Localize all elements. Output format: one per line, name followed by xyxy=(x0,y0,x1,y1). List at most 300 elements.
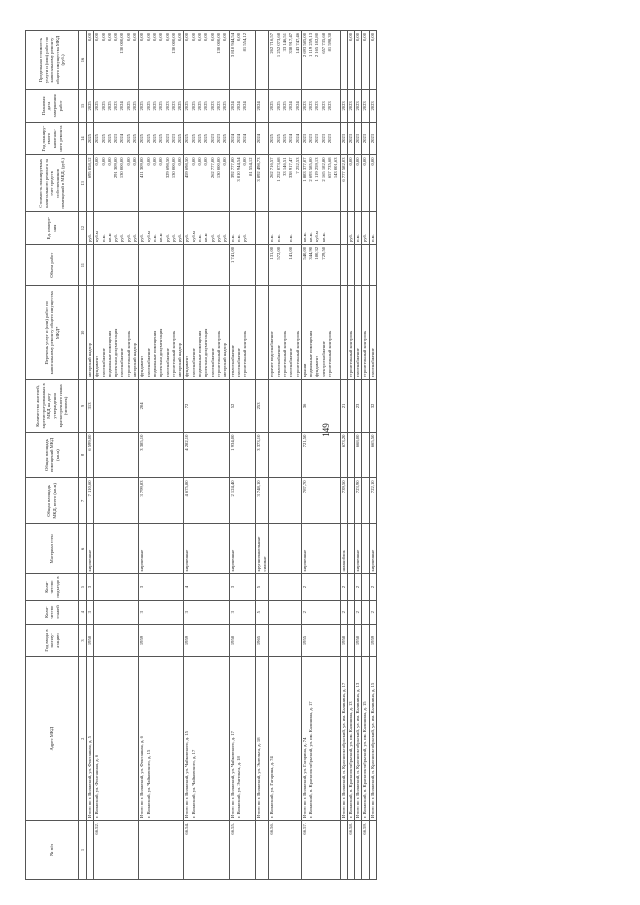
work-unit-line: руб. xyxy=(139,233,145,242)
work-item-line: фундамент xyxy=(94,355,100,378)
plan-year-line: 2024 xyxy=(119,134,125,144)
work-unit-line: руб. xyxy=(87,233,92,242)
limit-cost-line: 81 598,38 xyxy=(326,33,332,52)
premises-area: 3 385,10 xyxy=(139,432,184,478)
work-volume-line xyxy=(355,247,361,283)
residents-count: 21 xyxy=(340,380,347,432)
work-item-line: проектная документация xyxy=(113,328,119,378)
work-item-line: строительный контроль xyxy=(326,330,332,378)
limit-cost-line: 0,00 xyxy=(145,33,151,42)
end-year-line: 2023 xyxy=(301,101,307,111)
entrances-count xyxy=(362,574,369,600)
plan-year-line: 2023 xyxy=(209,134,215,144)
work-item-line: строительный контроль xyxy=(294,330,300,378)
plan-year xyxy=(184,122,229,155)
work-cost-line: 695 058,12 xyxy=(87,157,92,179)
residents-count xyxy=(94,380,139,432)
work-unit-line: руб. xyxy=(132,233,138,242)
address-cell xyxy=(369,657,376,821)
column-number: 12 xyxy=(79,212,87,245)
address-cell xyxy=(340,657,347,821)
end-year-line: 2023 xyxy=(164,101,170,111)
work-item-line: фундамент xyxy=(314,355,320,378)
work-volume xyxy=(139,244,184,285)
table-body xyxy=(87,31,377,880)
table-row xyxy=(369,31,376,880)
plan-year-line: 2023 xyxy=(326,134,332,144)
end-year-line: 2023 xyxy=(347,101,353,111)
work-cost xyxy=(340,155,347,212)
work-cost-line: 81 554,12 xyxy=(248,157,254,176)
limit-cost xyxy=(87,31,94,90)
wall-material xyxy=(269,524,301,574)
work-item-line: подвальные помещения xyxy=(106,330,112,378)
limit-cost-line: 338 917,47 xyxy=(288,33,294,54)
end-year xyxy=(139,90,184,123)
plan-year-line: 2025 xyxy=(190,134,196,144)
work-cost-line: 0,00 xyxy=(158,157,164,166)
table-row xyxy=(269,31,301,880)
limit-cost-line: 0,00 xyxy=(209,33,215,42)
residents-count xyxy=(269,380,301,432)
work-unit-line: руб. xyxy=(113,233,119,242)
work-item-line: авторский надзор xyxy=(132,343,138,378)
end-year xyxy=(362,90,369,123)
wall-material xyxy=(347,524,354,574)
address-cell xyxy=(269,657,301,821)
work-item-line: электроснабжение xyxy=(320,341,326,378)
work-cost-line: 130 000,00 xyxy=(215,157,221,179)
floors-count xyxy=(94,600,139,624)
entrances-count: 2 xyxy=(355,574,362,600)
address-cell xyxy=(347,657,354,821)
plan-year-line: 2025 xyxy=(139,134,145,144)
floors-count: 3 xyxy=(184,600,229,624)
wall-material: шлакоблок xyxy=(340,524,347,574)
entrances-count: 2 xyxy=(301,574,340,600)
work-cost-line: 33 146,51 xyxy=(281,157,287,176)
plan-year-line: 2025 xyxy=(275,134,281,144)
limit-cost xyxy=(94,31,139,90)
work-cost xyxy=(301,155,340,212)
plan-year-line: 2024 xyxy=(229,134,235,144)
work-cost-line: 0,00 xyxy=(132,157,138,166)
end-year xyxy=(87,90,94,123)
residents-count: 36 xyxy=(301,380,340,432)
limit-cost-line: 0,00 xyxy=(184,33,190,42)
plan-year-line: 2023 xyxy=(369,134,375,144)
total-area xyxy=(269,478,301,524)
entrances-count: 5 xyxy=(255,574,269,600)
work-cost-line: 1 883 377,07 xyxy=(301,157,307,182)
limit-cost xyxy=(347,31,354,90)
plan-year-line: 2025 xyxy=(158,134,164,144)
entrances-count xyxy=(347,574,354,600)
work-item-line: строительный контроль xyxy=(281,330,287,378)
work-volume xyxy=(362,244,369,285)
residents-count xyxy=(362,380,369,432)
work-volume-line xyxy=(341,247,347,283)
limit-cost xyxy=(139,31,184,90)
work-item-line: теплоснабжение xyxy=(229,345,235,378)
address-line: г. Волжский, ул. Энгельса, д. 18 xyxy=(235,756,241,819)
year-built: 1959 xyxy=(369,624,376,657)
work-item-line xyxy=(341,288,347,377)
plan-year-line: 2025 xyxy=(94,134,100,144)
column-number-row xyxy=(79,31,87,880)
limit-cost-line: 0,00 xyxy=(158,33,164,42)
work-cost-line: 0,00 xyxy=(151,157,157,166)
work-unit xyxy=(255,212,269,245)
work-unit xyxy=(301,212,340,245)
limit-cost xyxy=(255,31,269,90)
work-unit xyxy=(362,212,369,245)
end-year-line: 2024 xyxy=(235,101,241,111)
plan-year-line: 2025 xyxy=(197,134,203,144)
end-year-line: 2025 xyxy=(87,101,92,111)
floors-count: 2 xyxy=(355,600,362,624)
work-unit-line: п.м. xyxy=(355,234,361,242)
work-item-line: строительный контроль xyxy=(362,330,368,378)
work-unit xyxy=(184,212,229,245)
row-number: 66.58. xyxy=(347,821,354,880)
plan-year-line: 2025 xyxy=(184,134,190,144)
work-cost-line: 411 309,00 xyxy=(139,157,145,178)
work-item xyxy=(94,286,139,380)
total-area: 722,10 xyxy=(369,478,376,524)
work-cost-line: 130 000,00 xyxy=(170,157,176,179)
capital-repair-table xyxy=(25,30,377,880)
year-built: 1958 xyxy=(355,624,362,657)
table-row xyxy=(347,31,354,880)
address-line: г. Волжский, п. Краснооктябрьский, ул. им. Калинина, д. 13 xyxy=(347,701,353,819)
work-unit-line: руб. xyxy=(164,233,170,242)
work-unit-line: кв.м. xyxy=(320,232,326,242)
work-unit-line: кв.м xyxy=(203,233,209,242)
plan-year-line: 2025 xyxy=(269,134,275,144)
plan-year-line: 2023 xyxy=(113,134,119,144)
premises-area xyxy=(362,432,369,478)
work-cost-line: 1 252 073,68 xyxy=(275,157,281,182)
end-year-line: 2025 xyxy=(151,101,157,111)
year-built: 1958 xyxy=(87,624,94,657)
column-number: 8 xyxy=(79,432,87,478)
work-unit-line: руб. xyxy=(362,233,368,242)
work-cost xyxy=(139,155,184,212)
work-volume-line xyxy=(362,247,368,283)
work-cost xyxy=(369,155,376,212)
table-row xyxy=(87,31,94,880)
column-number: 15 xyxy=(79,90,87,123)
column-header: Плановая дата завершения работ xyxy=(26,90,79,123)
plan-year-line: 2023 xyxy=(170,134,176,144)
column-header: Год ввода в эксплу-атацию xyxy=(26,624,79,657)
end-year-line: 2023 xyxy=(326,101,332,111)
work-volume-line xyxy=(222,247,228,283)
entrances-count xyxy=(94,574,139,600)
limit-cost-line: 0,00 xyxy=(94,33,100,42)
plan-year-line: 2023 xyxy=(215,134,221,144)
work-unit-line: руб. xyxy=(242,233,248,242)
work-volume-line xyxy=(242,247,248,283)
residents-count: 23 xyxy=(355,380,362,432)
end-year xyxy=(184,90,229,123)
plan-year-line: 2025 xyxy=(106,134,112,144)
work-unit-line: кв.м xyxy=(106,233,112,242)
work-item-line: фундамент xyxy=(184,355,190,378)
column-header: Год планиру-емого капиталь-ного ремонта xyxy=(26,122,79,155)
work-cost-line: 130 000,00 xyxy=(119,157,125,179)
work-item xyxy=(184,286,229,380)
end-year-line: 2023 xyxy=(113,101,119,111)
address-line: г. Волжский, п. Краснооктябрьский, ул. им. Калинина, д. 15 xyxy=(362,701,368,819)
end-year-line: 2025 xyxy=(197,101,203,111)
plan-year-line: 2025 xyxy=(145,134,151,144)
work-cost-line: 338 917,47 xyxy=(288,157,294,179)
floors-count: 3 xyxy=(229,600,255,624)
premises-area xyxy=(347,432,354,478)
wall-material: кирпичные xyxy=(229,524,255,574)
limit-cost-line: 1 252 073,68 xyxy=(275,33,281,58)
limit-cost-line xyxy=(256,33,262,87)
limit-cost-line: 0,00 xyxy=(222,33,228,42)
year-built xyxy=(362,624,369,657)
floors-count: 2 xyxy=(369,600,376,624)
plan-year xyxy=(87,122,94,155)
work-item xyxy=(301,286,340,380)
limit-cost xyxy=(340,31,347,90)
work-unit-line: п.м. xyxy=(229,234,235,242)
work-unit-line: п.м. xyxy=(151,234,157,242)
address-line: Итого по г. Волжский, ул. Чайковского, д. 15 xyxy=(184,731,190,819)
entrances-count: 2 xyxy=(369,574,376,600)
floors-count xyxy=(269,600,301,624)
end-year-line: 2025 xyxy=(145,101,151,111)
work-cost-line: 2 165 182,80 xyxy=(320,157,326,182)
wall-material: крупнопанельные силикат xyxy=(255,524,269,574)
work-unit xyxy=(139,212,184,245)
premises-area: 3 373,10 xyxy=(255,432,269,478)
plan-year-line: 2025 xyxy=(87,134,92,144)
residents-count: 253 xyxy=(255,380,269,432)
work-cost xyxy=(362,155,369,212)
entrances-count: 3 xyxy=(139,574,184,600)
work-item-line: горячее водоснабжение xyxy=(269,331,275,378)
work-cost-line: 3 810 944,54 xyxy=(235,157,241,182)
floors-count: 5 xyxy=(255,600,269,624)
end-year-line: 2025 xyxy=(125,101,131,111)
plan-year xyxy=(269,122,301,155)
work-cost-line: 459 698,50 xyxy=(184,157,190,179)
work-unit-line: п.м. xyxy=(235,234,241,242)
address-cell xyxy=(362,657,369,821)
work-unit-line xyxy=(295,214,301,242)
work-item xyxy=(229,286,255,380)
plan-year-line: 2025 xyxy=(177,134,183,144)
end-year-line: 2025 xyxy=(184,101,190,111)
column-number: 7 xyxy=(79,478,87,524)
end-year-line: 2025 xyxy=(222,101,228,111)
address-line: Итого по г. Волжский, ул. Фонтанная, д. 5 xyxy=(87,736,92,819)
limit-cost-line: 0,00 xyxy=(125,33,131,42)
limit-cost-line: 2 165 182,80 xyxy=(314,33,320,58)
row-number xyxy=(355,821,362,880)
row-number: 66.56. xyxy=(269,821,301,880)
limit-cost-line: 130 000,00 xyxy=(119,33,125,54)
plan-year xyxy=(94,122,139,155)
work-unit-line: п.м. xyxy=(369,234,375,242)
column-number: 3 xyxy=(79,624,87,657)
end-year xyxy=(347,90,354,123)
limit-cost xyxy=(301,31,340,90)
work-item-line: подвальные помещения xyxy=(308,330,314,378)
page-number: 149 xyxy=(320,423,331,437)
end-year-line: 2024 xyxy=(119,101,125,111)
address-line: Итого по г. Волжский, ул. Чайковского, д. 17 xyxy=(229,731,235,819)
work-unit-line: кв.м xyxy=(158,233,164,242)
column-header: Общая площадь МКД, всего (кв.м) xyxy=(26,478,79,524)
work-cost-line: 3 892 498,73 xyxy=(255,157,261,182)
work-volume-line: 131,00 xyxy=(269,246,275,260)
address-line: Итого по г. Волжский, ул. Энгельса, д. 18 xyxy=(255,737,261,819)
address-line: Итого по г. Волжский, п. Краснооктябрьский, ул. им. Калинина, д. 17 xyxy=(340,682,346,819)
wall-material: кирпичные xyxy=(355,524,362,574)
work-item-line: авторский надзор xyxy=(87,343,92,378)
address-cell xyxy=(255,657,269,821)
plan-year-line: 2023 xyxy=(320,134,326,144)
work-cost-line: 262 777,00 xyxy=(209,157,215,179)
entrances-count: 3 xyxy=(87,574,94,600)
work-volume-line xyxy=(177,247,183,283)
wall-material xyxy=(362,524,369,574)
address-cell xyxy=(87,657,94,821)
plan-year-line: 2023 xyxy=(347,134,353,144)
floors-count xyxy=(362,600,369,624)
end-year xyxy=(340,90,347,123)
limit-cost-line: 0,00 xyxy=(87,33,92,42)
premises-area: 673,20 xyxy=(340,432,347,478)
work-unit-line: руб. xyxy=(119,233,125,242)
work-item xyxy=(255,286,269,380)
column-header: Объем работ xyxy=(26,244,79,285)
plan-year-line: 2023 xyxy=(301,134,307,144)
work-item-line: строительный контроль xyxy=(215,330,221,378)
plan-year-line: 2024 xyxy=(235,134,241,144)
entrances-count: 2 xyxy=(340,574,347,600)
work-item-line: газоснабжение xyxy=(190,348,196,378)
total-area xyxy=(347,478,354,524)
work-item-line: газоснабжение xyxy=(119,348,125,378)
work-unit-line xyxy=(256,214,262,242)
work-cost-line: 291 309,00 xyxy=(113,157,119,179)
work-item-line: газоснабжение xyxy=(209,348,215,378)
total-area: 723,90 xyxy=(355,478,362,524)
floors-count: 2 xyxy=(301,600,340,624)
work-volume xyxy=(355,244,362,285)
work-unit-line: п.м. xyxy=(197,234,203,242)
work-volume xyxy=(255,244,269,285)
work-item-line: фундамент xyxy=(139,355,145,378)
end-year-line: 2023 xyxy=(314,101,320,111)
limit-cost-line: 262 716,57 xyxy=(269,33,275,54)
work-unit xyxy=(369,212,376,245)
end-year xyxy=(94,90,139,123)
table-row xyxy=(355,31,362,880)
work-volume-line xyxy=(370,247,376,283)
total-area xyxy=(94,478,139,524)
limit-cost-line: 0,00 xyxy=(362,33,368,42)
address-line: г. Волжский, ул. Чайковского, д. 15 xyxy=(145,749,151,819)
table-row xyxy=(139,31,184,880)
plan-year-line: 2024 xyxy=(288,134,294,144)
limit-cost xyxy=(355,31,362,90)
end-year xyxy=(229,90,255,123)
work-cost-line: 392 777,00 xyxy=(229,157,235,179)
plan-year-line: 2023 xyxy=(308,134,314,144)
plan-year xyxy=(340,122,347,155)
column-header: Количество жителей, зарегистри-рованных в МКД на дату утверждения краткосрочного плана (человек) xyxy=(26,380,79,432)
end-year-line: 2025 xyxy=(190,101,196,111)
work-unit xyxy=(94,212,139,245)
limit-cost-line: 0,00 xyxy=(190,33,196,42)
premises-area: 665,50 xyxy=(369,432,376,478)
residents-count: 32 xyxy=(369,380,376,432)
column-number: 14 xyxy=(79,122,87,155)
column-header: Адрес МКД xyxy=(26,657,79,821)
limit-cost xyxy=(269,31,301,90)
work-volume-line xyxy=(132,247,138,283)
work-item xyxy=(269,286,301,380)
work-cost-line: 0,00 xyxy=(222,157,228,166)
work-cost-line: 0,00 xyxy=(94,157,100,166)
total-area: 2 124,40 xyxy=(229,478,255,524)
end-year-line: 2023 xyxy=(209,101,215,111)
plan-year xyxy=(229,122,255,155)
work-volume-line xyxy=(256,247,262,283)
limit-cost-line: 0,00 xyxy=(177,33,183,42)
plan-year xyxy=(355,122,362,155)
entrances-count: 3 xyxy=(229,574,255,600)
end-year-line: 2025 xyxy=(132,101,138,111)
end-year-line: 2025 xyxy=(177,101,183,111)
end-year-line: 2024 xyxy=(288,101,294,111)
limit-cost xyxy=(229,31,255,90)
work-cost-line: 0,00 xyxy=(355,157,361,166)
limit-cost xyxy=(184,31,229,90)
plan-year-line: 2024 xyxy=(242,134,248,144)
column-number: 13 xyxy=(79,155,87,212)
work-cost xyxy=(94,155,139,212)
work-item-line: газоснабжение xyxy=(369,348,375,378)
work-volume-line xyxy=(348,247,354,283)
premises-area: 721,50 xyxy=(301,432,340,478)
work-cost-line: 0,00 xyxy=(177,157,183,166)
work-unit xyxy=(269,212,301,245)
address-cell xyxy=(301,657,340,821)
work-item-line: строительный контроль xyxy=(125,330,131,378)
work-volume xyxy=(269,244,301,285)
end-year-line: 2025 xyxy=(275,101,281,111)
floors-count: 3 xyxy=(87,600,94,624)
work-volume xyxy=(369,244,376,285)
total-area: 7 110,60 xyxy=(87,478,94,524)
limit-cost xyxy=(362,31,369,90)
table-row xyxy=(229,31,255,880)
work-cost xyxy=(347,155,354,212)
plan-year-line: 2024 xyxy=(294,134,300,144)
plan-year-line: 2025 xyxy=(125,134,131,144)
address-cell xyxy=(184,657,229,821)
